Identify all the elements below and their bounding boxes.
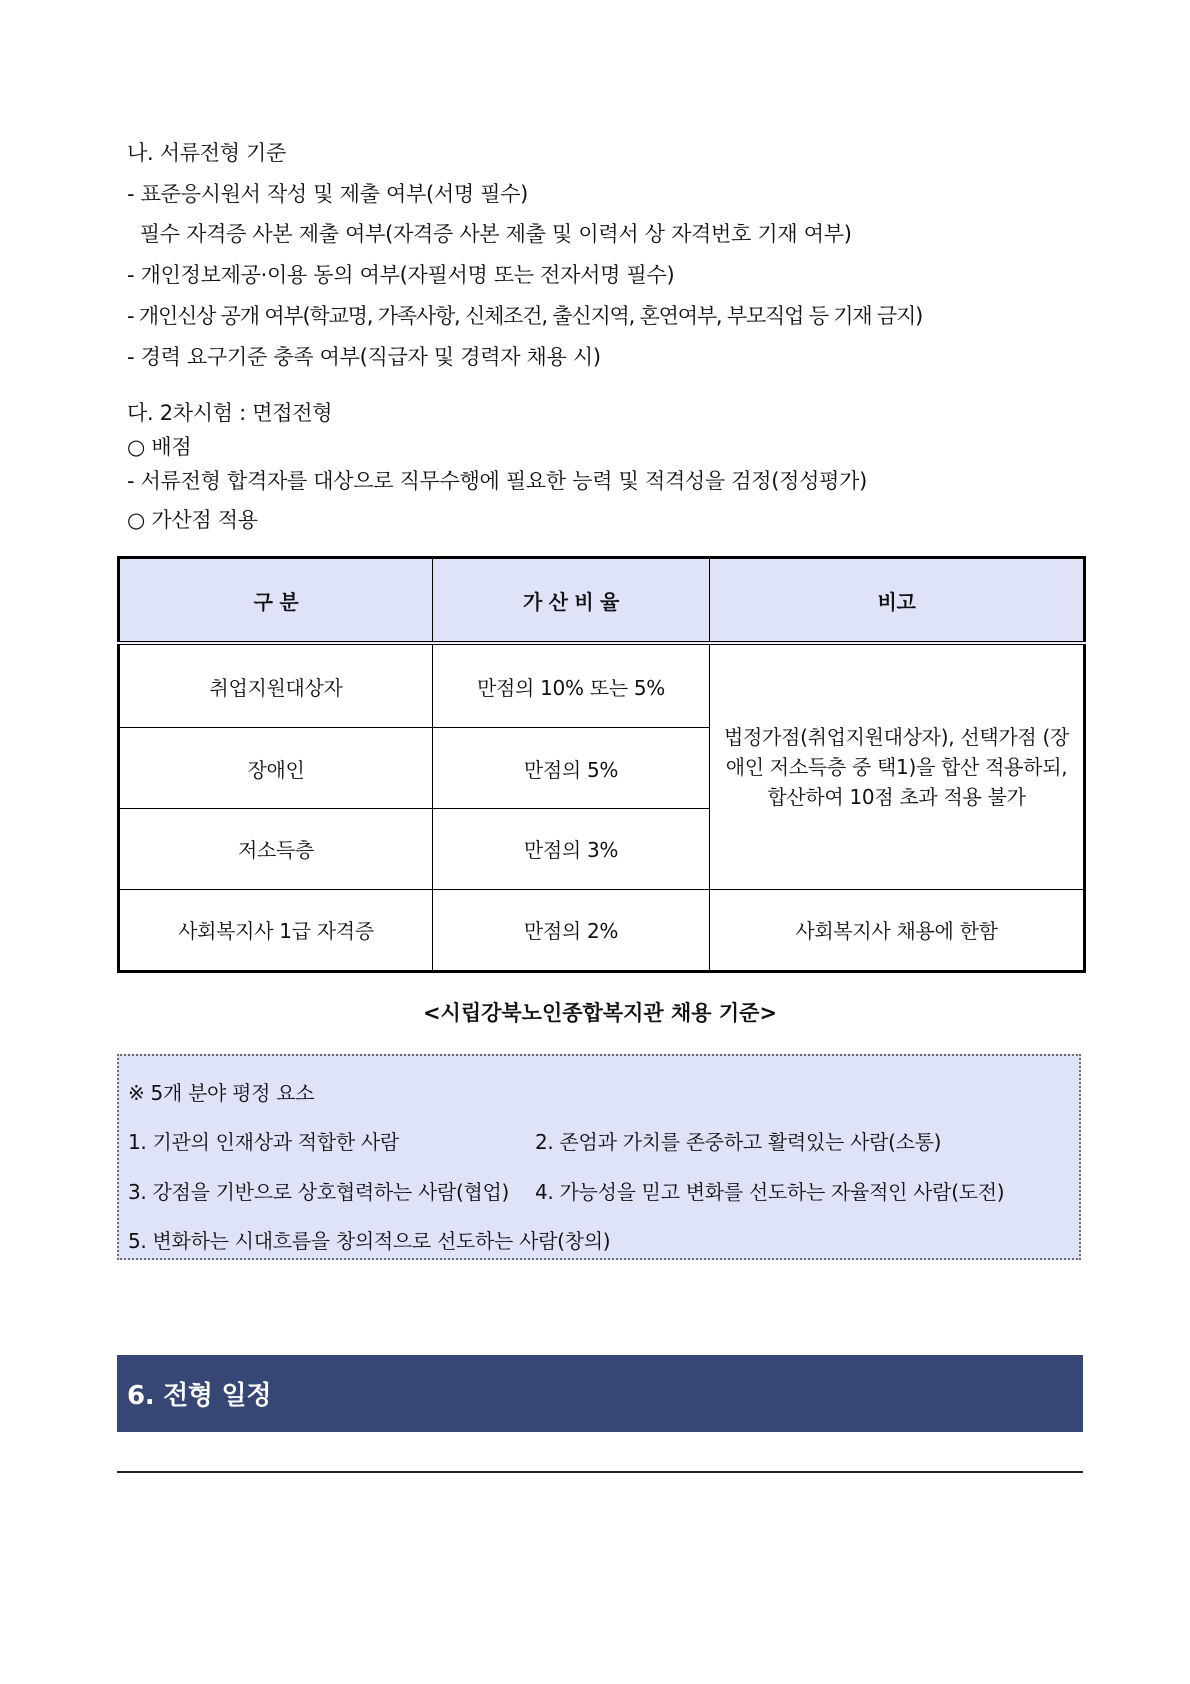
section-header [117, 1355, 1083, 1432]
factors-title: ※ 5개 분야 평정 요소 [128, 1081, 315, 1105]
category-cell: 저소득층 [119, 808, 433, 889]
column-header-note: 비고 [710, 558, 1085, 644]
doc-screening-item: - 경력 요구기준 충족 여부(직급자 및 경력자 채용 시) [127, 345, 601, 369]
category-cell: 장애인 [119, 728, 433, 809]
interview-heading: 다. 2차시험 : 면접전형 [127, 401, 333, 425]
column-header-ratio: 가 산 비 율 [433, 558, 710, 644]
merged-note-cell: 법정가점(취업지원대상자), 선택가점 (장애인 저소득층 중 택1)을 합산 적용하되, 합산하여 10점 초과 적용 불가 [710, 643, 1085, 889]
evaluation-factors-box [117, 1054, 1081, 1260]
table-caption: <시립강북노인종합복지관 채용 기준> [422, 1001, 778, 1025]
table-row [119, 643, 1085, 728]
doc-screening-item: - 표준응시원서 작성 및 제출 여부(서명 필수) [127, 182, 529, 206]
ratio-cell: 만점의 10% 또는 5% [433, 643, 710, 728]
factor-item: 2. 존엄과 가치를 존중하고 활력있는 사람(소통) [535, 1130, 942, 1154]
section-title: 6. 전형 일정 [127, 1381, 272, 1411]
bonus-bullet: ○ 가산점 적용 [127, 508, 258, 532]
score-description: - 서류전형 합격자를 대상으로 직무수행에 필요한 능력 및 적격성을 검정(정성평가) [127, 469, 867, 493]
note-cell: 사회복지사 채용에 한함 [710, 889, 1085, 971]
doc-screening-heading: 나. 서류전형 기준 [127, 141, 287, 165]
ratio-cell: 만점의 3% [433, 808, 710, 889]
score-bullet: ○ 배점 [127, 435, 192, 459]
category-cell: 사회복지사 1급 자격증 [119, 889, 433, 971]
factor-item: 4. 가능성을 믿고 변화를 선도하는 자율적인 사람(도전) [535, 1180, 1005, 1204]
bonus-points-table [117, 556, 1086, 973]
doc-screening-item: - 개인정보제공·이용 동의 여부(자필서명 또는 전자서명 필수) [127, 263, 675, 287]
divider [117, 1471, 1083, 1473]
column-header-category: 구 분 [119, 558, 433, 644]
doc-screening-item: 필수 자격증 사본 제출 여부(자격증 사본 제출 및 이력서 상 자격번호 기재 여부) [127, 222, 852, 246]
doc-screening-item: - 개인신상 공개 여부(학교명, 가족사항, 신체조건, 출신지역, 혼연여부, 부모직업 등 기재 금지) [127, 304, 923, 328]
table-row [119, 889, 1085, 971]
factor-item: 1. 기관의 인재상과 적합한 사람 [128, 1130, 399, 1154]
factor-item: 3. 강점을 기반으로 상호협력하는 사람(협업) [128, 1180, 510, 1204]
ratio-cell: 만점의 2% [433, 889, 710, 971]
table-header-row [119, 558, 1085, 644]
category-cell: 취업지원대상자 [119, 643, 433, 728]
ratio-cell: 만점의 5% [433, 728, 710, 809]
factor-item: 5. 변화하는 시대흐름을 창의적으로 선도하는 사람(창의) [128, 1229, 611, 1253]
